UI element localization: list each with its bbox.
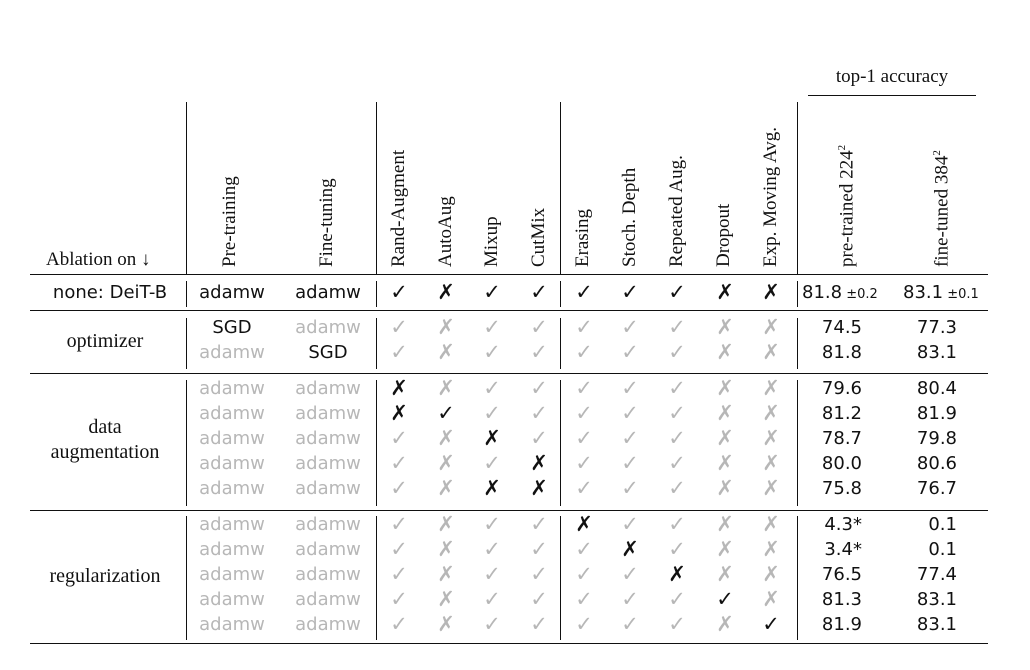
cross-mark-icon: ✗ [716, 476, 734, 500]
cross-mark-icon: ✗ [530, 451, 548, 475]
cross-mark-icon: ✗ [762, 537, 780, 561]
pretrained-accuracy: 74.5 [821, 317, 862, 338]
cross-mark-icon: ✗ [437, 376, 455, 400]
cross-mark-icon: ✗ [716, 401, 734, 425]
pretrained-std: ±0.2 [842, 287, 878, 302]
check-mark-icon: ✓ [716, 587, 734, 611]
finetuned-accuracy: 83.1 [916, 342, 957, 363]
pretraining-optimizer: adamw [199, 403, 265, 424]
check-mark-icon: ✓ [668, 376, 686, 400]
check-mark-icon: ✓ [390, 315, 408, 339]
check-mark-icon: ✓ [390, 451, 408, 475]
check-mark-icon: ✓ [621, 340, 639, 364]
pretraining-optimizer: adamw [199, 378, 265, 399]
check-mark-icon: ✓ [668, 280, 686, 304]
check-mark-icon: ✓ [621, 376, 639, 400]
cross-mark-icon: ✗ [716, 315, 734, 339]
finetuning-optimizer: adamw [295, 282, 361, 303]
col-header-finetuned-384 [931, 150, 953, 267]
check-mark-icon: ✓ [483, 587, 501, 611]
pretraining-optimizer: adamw [199, 342, 265, 363]
body-vrule [186, 318, 187, 369]
col-header-autoaug: AutoAug [435, 196, 456, 267]
check-mark-icon: ✓ [483, 340, 501, 364]
check-mark-icon: ✓ [621, 426, 639, 450]
finetuning-optimizer: adamw [295, 317, 361, 338]
baseline-bottom-rule [30, 310, 988, 311]
body-vrule [376, 281, 377, 307]
check-mark-icon: ✓ [668, 612, 686, 636]
header-vrule-2 [376, 102, 377, 274]
col-header-mixup: Mixup [481, 216, 502, 267]
check-mark-icon: ✓ [483, 612, 501, 636]
check-mark-icon: ✓ [621, 451, 639, 475]
finetuned-accuracy: 77.3 [916, 317, 957, 338]
col-header-repeated-aug: Repeated Aug. [666, 155, 687, 267]
pretraining-optimizer: adamw [199, 282, 265, 303]
check-mark-icon: ✓ [530, 376, 548, 400]
group-label [30, 415, 180, 465]
body-vrule [376, 318, 377, 369]
cross-mark-icon: ✗ [483, 476, 501, 500]
body-vrule [560, 380, 561, 506]
check-mark-icon: ✓ [437, 401, 455, 425]
check-mark-icon: ✓ [575, 587, 593, 611]
pretraining-optimizer: adamw [199, 514, 265, 535]
pretrained-exponent: 2 [836, 144, 848, 151]
baseline-label: none: DeiT-B [52, 282, 168, 303]
group-label [30, 564, 180, 589]
body-vrule [186, 516, 187, 640]
check-mark-icon: ✓ [668, 476, 686, 500]
check-mark-icon: ✓ [530, 512, 548, 536]
finetuning-optimizer: adamw [295, 428, 361, 449]
cross-mark-icon: ✗ [437, 451, 455, 475]
finetuning-optimizer: adamw [295, 614, 361, 635]
finetuning-optimizer: adamw [295, 403, 361, 424]
table-bottom-rule [30, 643, 988, 644]
pretrained-accuracy: 81.9 [821, 614, 862, 635]
check-mark-icon: ✓ [390, 340, 408, 364]
cross-mark-icon: ✗ [716, 376, 734, 400]
cross-mark-icon: ✗ [437, 476, 455, 500]
check-mark-icon: ✓ [575, 376, 593, 400]
cross-mark-icon: ✗ [762, 315, 780, 339]
cross-mark-icon: ✗ [716, 537, 734, 561]
ablation-on-label: Ablation on ↓ [46, 249, 151, 270]
pretraining-optimizer: adamw [199, 589, 265, 610]
col-header-dropout: Dropout [713, 203, 734, 267]
check-mark-icon: ✓ [621, 512, 639, 536]
cross-mark-icon: ✗ [530, 476, 548, 500]
check-mark-icon: ✓ [390, 587, 408, 611]
cross-mark-icon: ✗ [762, 562, 780, 586]
pretraining-optimizer: adamw [199, 428, 265, 449]
finetuning-optimizer: adamw [295, 514, 361, 535]
check-mark-icon: ✓ [621, 612, 639, 636]
body-vrule [560, 281, 561, 307]
cross-mark-icon: ✗ [716, 512, 734, 536]
check-mark-icon: ✓ [390, 612, 408, 636]
check-mark-icon: ✓ [621, 476, 639, 500]
body-vrule [186, 281, 187, 307]
check-mark-icon: ✓ [483, 315, 501, 339]
finetuning-optimizer: SGD [308, 342, 348, 363]
check-mark-icon: ✓ [483, 376, 501, 400]
check-mark-icon: ✓ [575, 401, 593, 425]
cross-mark-icon: ✗ [437, 512, 455, 536]
check-mark-icon: ✓ [668, 401, 686, 425]
cross-mark-icon: ✗ [716, 426, 734, 450]
finetuned-accuracy: 83.1 [916, 614, 957, 635]
finetuned-exponent: 2 [931, 150, 943, 156]
pretraining-optimizer: SGD [212, 317, 252, 338]
body-vrule [797, 318, 798, 369]
cross-mark-icon: ✗ [716, 340, 734, 364]
cross-mark-icon: ✗ [437, 537, 455, 561]
check-mark-icon: ✓ [530, 315, 548, 339]
finetuned-accuracy: 0.1 [928, 539, 957, 560]
col-header-erasing: Erasing [572, 208, 593, 267]
check-mark-icon: ✓ [390, 512, 408, 536]
col-header-rand-augment: Rand-Augment [388, 149, 409, 267]
check-mark-icon: ✓ [575, 562, 593, 586]
finetuned-accuracy: 83.1 [916, 589, 957, 610]
pretraining-optimizer: adamw [199, 564, 265, 585]
col-header-fine-tuning: Fine-tuning [316, 178, 337, 267]
cross-mark-icon: ✗ [390, 376, 408, 400]
cross-mark-icon: ✗ [437, 426, 455, 450]
cross-mark-icon: ✗ [716, 451, 734, 475]
check-mark-icon: ✓ [530, 612, 548, 636]
group-label [30, 329, 180, 354]
finetuning-optimizer: adamw [295, 589, 361, 610]
pretrained-accuracy: 81.8 ±0.2 [802, 282, 878, 303]
cross-mark-icon: ✗ [762, 426, 780, 450]
check-mark-icon: ✓ [483, 562, 501, 586]
check-mark-icon: ✓ [530, 401, 548, 425]
check-mark-icon: ✓ [483, 537, 501, 561]
pretrained-accuracy: 81.2 [821, 403, 862, 424]
check-mark-icon: ✓ [668, 451, 686, 475]
check-mark-icon: ✓ [483, 280, 501, 304]
body-vrule [376, 516, 377, 640]
pretrained-accuracy: 80.0 [821, 453, 862, 474]
pretraining-optimizer: adamw [199, 478, 265, 499]
check-mark-icon: ✓ [575, 280, 593, 304]
col-header-stoch-depth: Stoch. Depth [619, 167, 640, 267]
pretrained-accuracy: 81.3 [821, 589, 862, 610]
check-mark-icon: ✓ [668, 340, 686, 364]
finetuned-accuracy: 80.6 [916, 453, 957, 474]
pretrained-accuracy: 81.8 [821, 342, 862, 363]
group-label-line: data [88, 416, 122, 438]
check-mark-icon: ✓ [621, 315, 639, 339]
cross-mark-icon: ✗ [762, 512, 780, 536]
cross-mark-icon: ✗ [762, 376, 780, 400]
check-mark-icon: ✓ [668, 587, 686, 611]
cross-mark-icon: ✗ [762, 587, 780, 611]
optimizer-bottom-rule [30, 373, 988, 374]
body-vrule [560, 318, 561, 369]
cross-mark-icon: ✗ [437, 340, 455, 364]
cross-mark-icon: ✗ [437, 612, 455, 636]
finetuned-label: fine-tuned 384 [931, 155, 953, 267]
pretrained-label: pre-trained 224 [836, 150, 858, 267]
cross-mark-icon: ✗ [762, 401, 780, 425]
check-mark-icon: ✓ [621, 587, 639, 611]
pretraining-optimizer: adamw [199, 614, 265, 635]
col-header-cutmix: CutMix [528, 207, 549, 267]
check-mark-icon: ✓ [390, 280, 408, 304]
pretrained-accuracy: 4.3* [824, 514, 862, 535]
pretrained-accuracy: 75.8 [821, 478, 862, 499]
header-bottom-rule [30, 274, 988, 275]
finetuning-optimizer: adamw [295, 453, 361, 474]
finetuned-accuracy: 80.4 [916, 378, 957, 399]
check-mark-icon: ✓ [390, 426, 408, 450]
cross-mark-icon: ✗ [762, 476, 780, 500]
pretrained-accuracy: 79.6 [821, 378, 862, 399]
cross-mark-icon: ✗ [762, 340, 780, 364]
check-mark-icon: ✓ [668, 315, 686, 339]
check-mark-icon: ✓ [575, 612, 593, 636]
finetuned-accuracy: 0.1 [928, 514, 957, 535]
finetuned-accuracy: 79.8 [916, 428, 957, 449]
finetuned-accuracy: 76.7 [916, 478, 957, 499]
check-mark-icon: ✓ [621, 280, 639, 304]
cross-mark-icon: ✗ [716, 612, 734, 636]
check-mark-icon: ✓ [530, 537, 548, 561]
cross-mark-icon: ✗ [483, 426, 501, 450]
cross-mark-icon: ✗ [437, 280, 455, 304]
cross-mark-icon: ✗ [668, 562, 686, 586]
pretraining-optimizer: adamw [199, 453, 265, 474]
cross-mark-icon: ✗ [716, 562, 734, 586]
check-mark-icon: ✓ [390, 562, 408, 586]
accuracy-group-rule [808, 95, 976, 96]
check-mark-icon: ✓ [621, 562, 639, 586]
finetuning-optimizer: adamw [295, 378, 361, 399]
check-mark-icon: ✓ [668, 512, 686, 536]
check-mark-icon: ✓ [530, 280, 548, 304]
check-mark-icon: ✓ [530, 426, 548, 450]
finetuned-accuracy: 81.9 [916, 403, 957, 424]
check-mark-icon: ✓ [575, 476, 593, 500]
accuracy-group-header: top-1 accuracy [835, 66, 949, 87]
finetuned-accuracy: 77.4 [916, 564, 957, 585]
group-label-line: regularization [49, 564, 161, 587]
check-mark-icon: ✓ [621, 401, 639, 425]
cross-mark-icon: ✗ [437, 562, 455, 586]
check-mark-icon: ✓ [390, 476, 408, 500]
check-mark-icon: ✓ [530, 587, 548, 611]
pretrained-accuracy: 76.5 [821, 564, 862, 585]
body-vrule [797, 516, 798, 640]
check-mark-icon: ✓ [668, 537, 686, 561]
check-mark-icon: ✓ [483, 401, 501, 425]
header-vrule-4 [797, 102, 798, 274]
finetuned-accuracy: 83.1 ±0.1 [903, 282, 979, 303]
col-header-pre-training: Pre-training [219, 176, 240, 267]
pretrained-accuracy: 78.7 [821, 428, 862, 449]
augmentation-bottom-rule [30, 510, 988, 511]
header-vrule-3 [560, 102, 561, 274]
cross-mark-icon: ✗ [390, 401, 408, 425]
col-header-pretrained-224 [836, 145, 858, 267]
check-mark-icon: ✓ [483, 451, 501, 475]
pretraining-optimizer: adamw [199, 539, 265, 560]
cross-mark-icon: ✗ [762, 280, 780, 304]
group-label-line: augmentation [50, 441, 160, 463]
body-vrule [797, 380, 798, 506]
finetuning-optimizer: adamw [295, 564, 361, 585]
check-mark-icon: ✓ [390, 537, 408, 561]
group-label-line: optimizer [66, 330, 144, 352]
check-mark-icon: ✓ [668, 426, 686, 450]
body-vrule [560, 516, 561, 640]
check-mark-icon: ✓ [762, 612, 780, 636]
cross-mark-icon: ✗ [575, 512, 593, 536]
check-mark-icon: ✓ [575, 451, 593, 475]
check-mark-icon: ✓ [575, 340, 593, 364]
body-vrule [797, 281, 798, 307]
check-mark-icon: ✓ [530, 562, 548, 586]
check-mark-icon: ✓ [575, 537, 593, 561]
check-mark-icon: ✓ [575, 315, 593, 339]
body-vrule [186, 380, 187, 506]
col-header-ema: Exp. Moving Avg. [760, 126, 781, 267]
pretrained-accuracy: 3.4* [824, 539, 862, 560]
cross-mark-icon: ✗ [437, 315, 455, 339]
check-mark-icon: ✓ [483, 512, 501, 536]
finetuning-optimizer: adamw [295, 539, 361, 560]
cross-mark-icon: ✗ [716, 280, 734, 304]
cross-mark-icon: ✗ [437, 587, 455, 611]
finetuning-optimizer: adamw [295, 478, 361, 499]
check-mark-icon: ✓ [575, 426, 593, 450]
body-vrule [376, 380, 377, 506]
check-mark-icon: ✓ [530, 340, 548, 364]
cross-mark-icon: ✗ [762, 451, 780, 475]
finetuned-std: ±0.1 [943, 287, 979, 302]
header-vrule-1 [186, 102, 187, 274]
cross-mark-icon: ✗ [621, 537, 639, 561]
